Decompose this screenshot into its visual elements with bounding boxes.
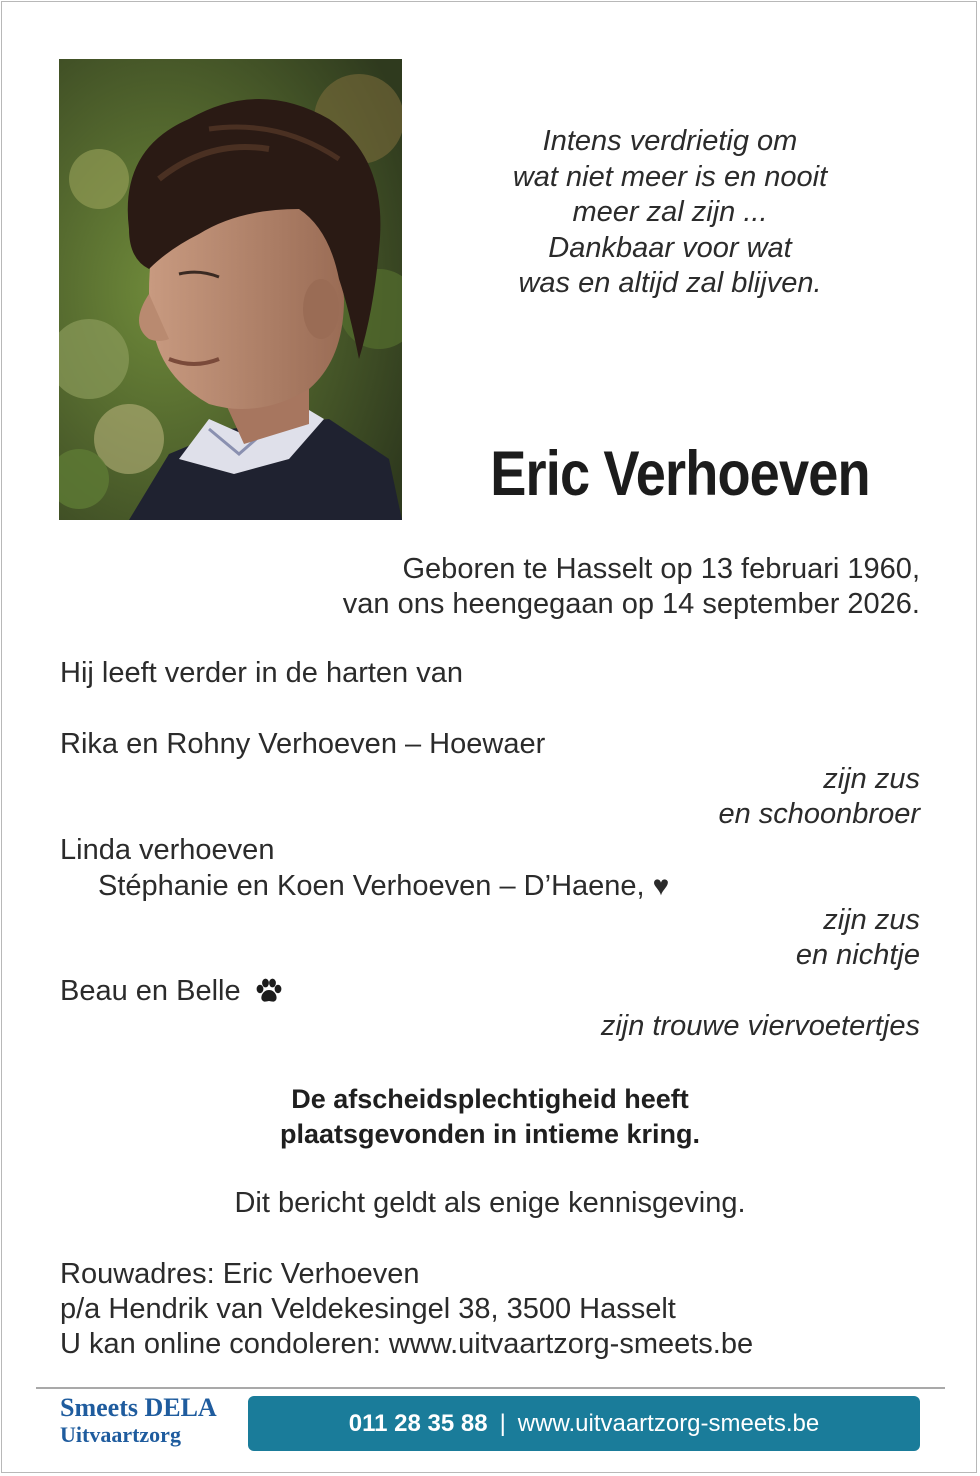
deceased-name: Eric Verhoeven [490,439,870,509]
birth-line: Geboren te Hasselt op 13 februari 1960, [402,553,920,585]
logo-line: Smeets DELA [60,1393,217,1422]
website-link[interactable]: www.uitvaartzorg-smeets.be [517,1409,820,1437]
address-line: p/a Hendrik van Veldekesingel 38, 3500 Hasselt [60,1293,676,1325]
relation-label: en nichtje [795,939,920,971]
logo-line: Uitvaartzorg [60,1422,181,1447]
address-line: U kan online condoleren: www.uitvaartzorg-smeets.be [60,1328,754,1360]
contact-bar [248,1396,920,1451]
memorial-poem [470,124,870,302]
relation-label: zijn zus [823,904,920,936]
relation-label: zijn trouwe viervoetertjes [600,1010,920,1042]
family-member [60,974,283,1013]
ceremony-line: plaatsgevonden in intieme kring. [279,1119,701,1149]
funeral-home-logo [60,1394,217,1448]
family-member [98,868,669,904]
relation-label: en schoonbroer [718,798,920,830]
death-line: van ons heengegaan op 14 september 2026. [342,588,920,620]
notice-text: Dit bericht geldt als enige kennisgeving. [234,1187,746,1219]
phone-number[interactable]: 011 28 35 88 [348,1409,488,1437]
heart-icon: ♥ [652,870,670,901]
family-member: Linda verhoeven [60,834,275,866]
relation-label: zijn zus [823,763,920,795]
paw-icon [255,978,283,1013]
birth-death-dates [343,552,920,622]
poem-line: Dankbaar voor wat [548,231,792,264]
footer-divider [36,1387,945,1389]
family-member: Rika en Rohny Verhoeven – Hoewaer [60,728,546,760]
poem-line: wat niet meer is en nooit [512,160,828,193]
poem-line: Intens verdrietig om [542,125,798,157]
intro-text: Hij leeft verder in de harten van [60,657,463,689]
poem-line: meer zal zijn ... [572,196,768,228]
portrait-photo [59,59,402,520]
ceremony-line: De afscheidsplechtigheid heeft [291,1084,689,1114]
family-member-name: Stéphanie en Koen Verhoeven – D’Haene, [98,870,645,902]
poem-line: was en altijd zal blijven. [518,267,822,299]
pets-name: Beau en Belle [60,975,241,1007]
separator: | [499,1409,506,1437]
address-line: Rouwadres: Eric Verhoeven [60,1258,420,1290]
